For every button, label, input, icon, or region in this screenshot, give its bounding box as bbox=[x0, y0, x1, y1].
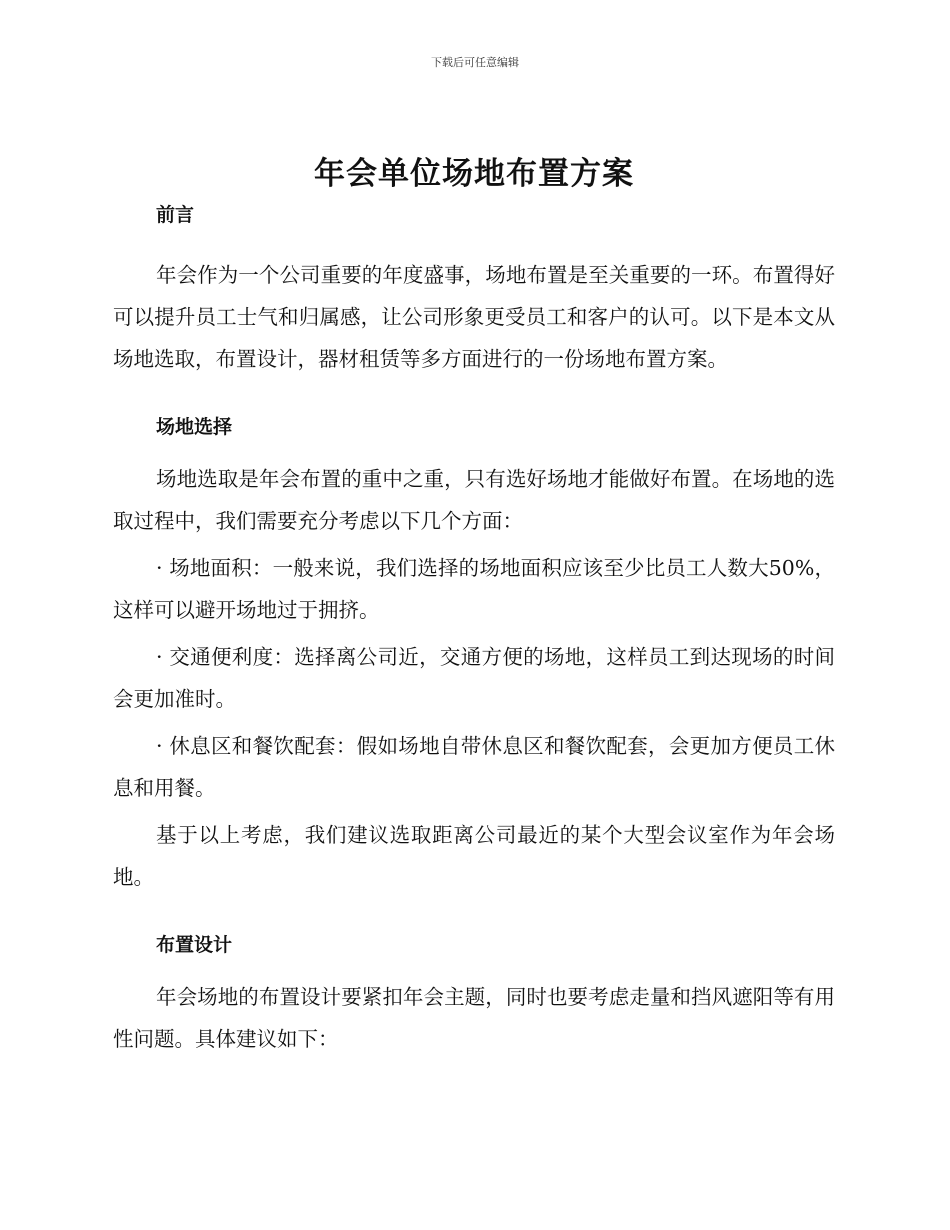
header-note: 下载后可任意编辑 bbox=[431, 56, 519, 69]
preface-paragraph: 年会作为一个公司重要的年度盛事，场地布置是至关重要的一环。布置得好可以提升员工士气和归属感，让公司形象更受员工和客户的认可。以下是本文从场地选取，布置设计，器材租赁等多方面进行的一份场地布置方案。 bbox=[113, 263, 835, 371]
document-title: 年会单位场地布置方案 bbox=[314, 156, 634, 192]
design-intro-paragraph: 年会场地的布置设计要紧扣年会主题，同时也要考虑走量和挡风遮阳等有用性问题。具体建议如下： bbox=[113, 985, 835, 1051]
document-body bbox=[113, 140, 835, 1060]
section-heading-design: 布置设计 bbox=[156, 934, 233, 956]
venue-intro-paragraph: 场地选取是年会布置的重中之重，只有选好场地才能做好布置。在场地的选取过程中，我们需要充分考虑以下几个方面： bbox=[113, 467, 835, 533]
venue-bullet-area: · 场地面积：一般来说，我们选择的场地面积应该至少比员工人数大50%，这样可以避开场地过于拥挤。 bbox=[113, 556, 835, 622]
venue-bullet-rest-area: · 休息区和餐饮配套：假如场地自带休息区和餐饮配套，会更加方便员工休息和用餐。 bbox=[113, 734, 835, 800]
venue-bullet-transport: · 交通便利度：选择离公司近，交通方便的场地，这样员工到达现场的时间会更加准时。 bbox=[113, 645, 835, 711]
section-heading-venue: 场地选择 bbox=[156, 416, 233, 438]
venue-conclusion-paragraph: 基于以上考虑，我们建议选取距离公司最近的某个大型会议室作为年会场地。 bbox=[113, 823, 835, 889]
section-heading-preface: 前言 bbox=[156, 204, 195, 226]
